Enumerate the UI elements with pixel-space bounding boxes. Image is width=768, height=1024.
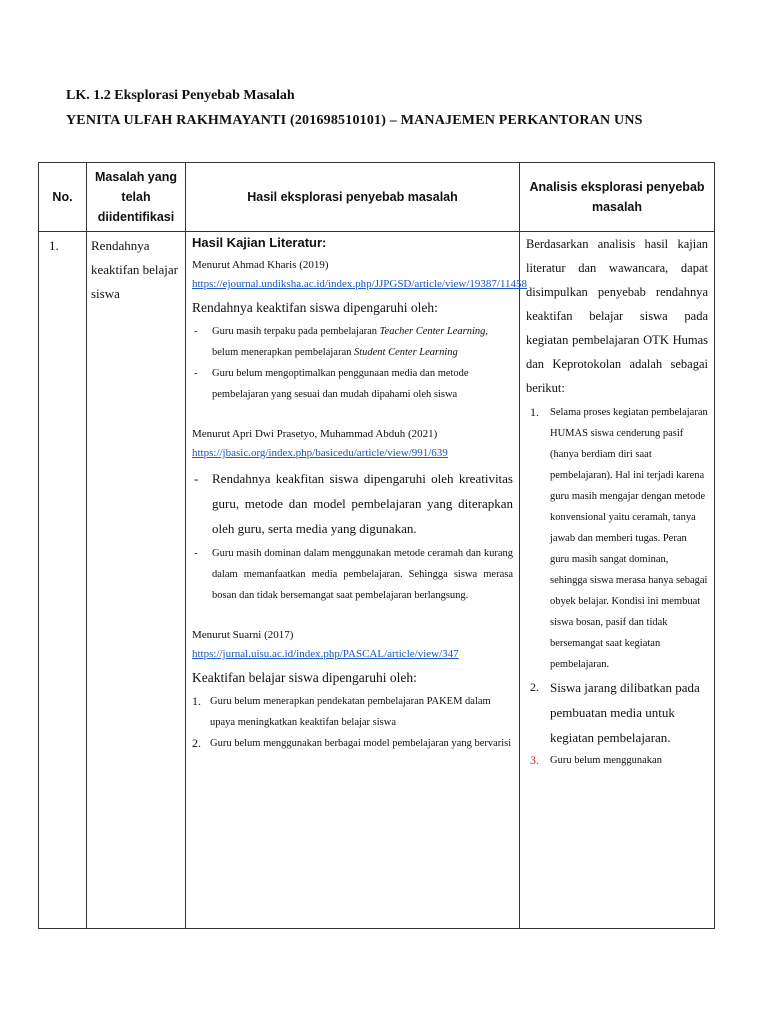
source-link[interactable]: https://ejournal.undiksha.ac.id/index.php/JJPGSD/article/view/19387/11458 bbox=[192, 278, 528, 290]
source-lead: Rendahnya keaktifan siswa dipengaruhi oleh: bbox=[192, 300, 438, 315]
analysis-cell bbox=[520, 232, 715, 929]
analysis-intro: Berdasarkan analisis hasil kajian literatur dan wawancara, dapat disimpulkan penyebab rendahnya keaktifan belajar siswa pada kegiatan pembelajaran OTK Humas dan Keprotokolan adalah sebagai berikut: bbox=[526, 237, 708, 395]
source-author: Menurut Suarni (2017) bbox=[192, 629, 294, 641]
author-line: YENITA ULFAH RAKHMAYANTI (201698510101) – MANAJEMEN PERKANTORAN UNS bbox=[66, 113, 643, 128]
source-link[interactable]: https://jbasic.org/index.php/basicedu/article/view/991/639 bbox=[192, 447, 448, 459]
exploration-table bbox=[38, 162, 715, 929]
finding-list bbox=[192, 321, 513, 405]
source-author: Menurut Ahmad Kharis (2019) bbox=[192, 259, 329, 271]
list-item: - Guru masih dominan dalam menggunakan metode ceramah dan kurang dalam memanfaatkan media pembelajaran. Sehingga siswa merasa bosan dan tidak bersemangat saat pembelajaran berlangsung. bbox=[192, 543, 513, 606]
list-item: 1. Selama proses kegiatan pembelajaran HUMAS siswa cenderung pasif (hanya berdiam diri saat pembelajaran). Hal ini terjadi karena guru masih mengajar dengan metode konvensional yaitu ceramah, tanya jawab dan memberi tugas. Peran guru masih sangat dominan, sehingga siswa merasa hanya sebagai obyek belajar. Kondisi ini membuat siswa bosan, pasif dan tidak bersemangat saat kegiatan pembelajaran. bbox=[530, 405, 708, 670]
list-item: 1. Guru belum menerapkan pendekatan pembelajaran PAKEM dalam upaya meningkatkan keaktifan belajar siswa bbox=[192, 694, 491, 728]
findings-cell bbox=[186, 232, 528, 929]
list-item: 3. Guru belum menggunakan bbox=[530, 753, 662, 767]
problem-cell: Rendahnya keaktifan belajar siswa bbox=[87, 232, 186, 929]
list-item: - Rendahnya keakfitan siswa dipengaruhi oleh kreativitas guru, metode dan model pembelajaran yang diterapkan oleh guru, serta media yang digunakan. bbox=[192, 466, 513, 541]
source-lead: Keaktifan belajar siswa dipengaruhi oleh: bbox=[192, 670, 417, 685]
worksheet-title: LK. 1.2 Eksplorasi Penyebab Masalah bbox=[66, 88, 295, 103]
literature-heading: Hasil Kajian Literatur: bbox=[192, 235, 327, 250]
analysis-list bbox=[526, 402, 708, 771]
header-no: No. bbox=[39, 163, 87, 232]
source-link[interactable]: https://jurnal.uisu.ac.id/index.php/PASCAL/article/view/347 bbox=[192, 648, 459, 660]
finding-list bbox=[192, 466, 513, 541]
header-analisis: Analisis eksplorasi penyebab masalah bbox=[520, 163, 715, 232]
header-masalah: Masalah yang telah diidentifikasi bbox=[87, 163, 186, 232]
row-number: 1. bbox=[39, 232, 87, 929]
source-author: Menurut Apri Dwi Prasetyo, Muhammad Abduh (2021) bbox=[192, 428, 438, 440]
list-item: 2. Siswa jarang dilibatkan pada pembuatan media untuk kegiatan pembelajaran. bbox=[530, 680, 700, 745]
header-hasil: Hasil eksplorasi penyebab masalah bbox=[186, 163, 520, 232]
table-header-row bbox=[39, 163, 715, 232]
list-item: - Guru belum mengoptimalkan penggunaan media dan metode pembelajaran yang sesuai dan mudah dipahami oleh siswa bbox=[192, 363, 513, 405]
list-item: 2. Guru belum menggunakan berbagai model pembelajaran yang bervarisi bbox=[192, 736, 512, 750]
finding-list bbox=[192, 543, 513, 606]
finding-numbered-list bbox=[192, 691, 513, 754]
list-item: - Guru masih terpaku pada pembelajaran Teacher Center Learning, belum menerapkan pembelajaran Student Center Learning bbox=[192, 321, 513, 363]
table-row bbox=[39, 232, 715, 929]
